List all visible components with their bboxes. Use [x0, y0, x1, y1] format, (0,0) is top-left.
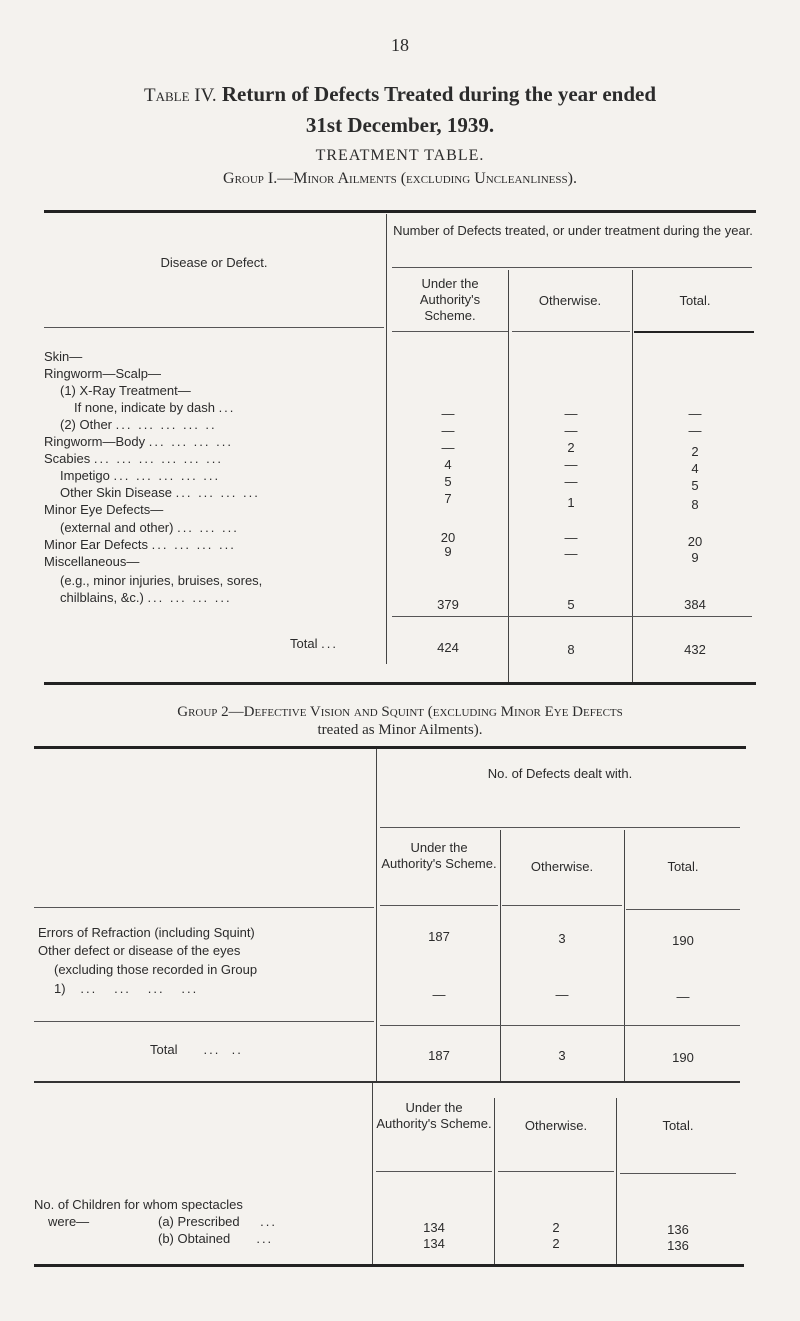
g1-row-external-label: (external and other) [60, 520, 174, 535]
spec-obtained-otherwise: 2 [552, 1236, 560, 1251]
g2-other-scheme: — [432, 987, 446, 1002]
spec-prescribed-scheme: 134 [423, 1220, 445, 1235]
g1-total-otherwise: 8 [567, 642, 575, 657]
g1-row-xray: (1) X-Ray Treatment— [60, 383, 191, 398]
spec-obtained-total: 136 [667, 1238, 689, 1253]
g1-total-total: 432 [684, 642, 706, 657]
group1-col-disease: Disease or Defect. [160, 255, 268, 270]
g2-row-refraction: Errors of Refraction (including Squint) [38, 925, 255, 940]
group2-otherwise-rule [502, 905, 622, 906]
group2-vline-1 [376, 749, 377, 1083]
spec-vline-2 [494, 1098, 495, 1266]
g1-ringworm-body-otherwise: 2 [567, 440, 575, 455]
spec-vline-3 [616, 1098, 617, 1266]
group2-heading-text: Group 2—Defective Vision and Squint (excluding Minor Eye Defects [177, 704, 623, 720]
spec-col-otherwise: Otherwise. [524, 1118, 588, 1133]
group1-top-rule [44, 210, 756, 213]
group1-label-rule [44, 327, 384, 328]
g1-row-ringworm-body: Ringworm—Body ... ... ... ... [44, 434, 233, 449]
g1-misc-total: 384 [684, 597, 706, 612]
group2-scheme-rule [380, 905, 498, 906]
spec-vline-1 [372, 1083, 373, 1266]
g2-other-total: — [676, 989, 690, 1004]
group2-heading-line2: treated as Minor Ailments). [317, 722, 483, 738]
g2-row-other-line3: 1) ... ... ... ... [54, 981, 199, 996]
g1-misc-scheme: 379 [437, 597, 459, 612]
group1-vline-3 [632, 270, 633, 682]
group2-col-scheme: Under the Authority's Scheme. [381, 840, 497, 871]
g1-row-other-skin-label: Other Skin Disease [60, 485, 172, 500]
spec-obtained-row: (b) Obtained ... [158, 1231, 274, 1246]
group2-vline-3 [624, 830, 625, 1083]
group1-vline-1 [386, 214, 387, 664]
title-line2: 31st December, 1939. [305, 113, 495, 137]
g1-ringworm-body-total: 2 [691, 444, 699, 459]
g2-refraction-otherwise: 3 [558, 931, 566, 946]
g1-row-if-none: If none, indicate by dash ... [74, 400, 236, 415]
g1-row-minor-eye: Minor Eye Defects— [44, 502, 164, 517]
g1-if-none-total: — [688, 406, 702, 421]
g1-misc-otherwise: 5 [567, 597, 575, 612]
g1-impetigo-otherwise: — [564, 474, 578, 489]
group1-subtotal-rule [392, 616, 752, 617]
group1-col-span: Number of Defects treated, or under treatment during the year. [393, 223, 753, 238]
g2-total-otherwise: 3 [558, 1048, 566, 1063]
g2-total-total: 190 [672, 1050, 694, 1065]
group1-scheme-rule [392, 331, 508, 332]
group2-col-otherwise: Otherwise. [530, 859, 594, 874]
g1-other-skin-scheme: 7 [444, 491, 452, 506]
spec-prescribed-label: (a) Prescribed [158, 1214, 240, 1229]
g1-other-scheme: — [441, 423, 455, 438]
group1-col-total: Total. [679, 293, 711, 308]
g1-row-scabies: Scabies ... ... ... ... ... ... [44, 451, 223, 466]
g1-row-ringworm-body-label: Ringworm—Body [44, 434, 146, 449]
group1-col-scheme: Under the Authority's Scheme. [419, 276, 481, 323]
g2-total-rule-left [34, 1021, 374, 1022]
spec-otherwise-rule [498, 1171, 614, 1172]
spec-prescribed-row: (a) Prescribed ... [158, 1214, 277, 1229]
g1-row-impetigo: Impetigo ... ... ... ... ... [60, 468, 221, 483]
group1-otherwise-rule [512, 331, 630, 332]
g1-if-none-scheme: — [441, 406, 455, 421]
g1-row-impetigo-label: Impetigo [60, 468, 110, 483]
g1-external-otherwise: — [564, 530, 578, 545]
g1-total-row: Total ... [290, 636, 338, 651]
spec-label-line1: No. of Children for whom spectacles [34, 1197, 243, 1212]
g1-row-other: (2) Other ... ... ... ... .. [60, 417, 217, 432]
g1-scabies-otherwise: — [564, 457, 578, 472]
g1-row-minor-ear: Minor Ear Defects ... ... ... ... [44, 537, 236, 552]
page-number: 18 [391, 35, 409, 55]
g2-refraction-total: 190 [672, 933, 694, 948]
group2-vline-2 [500, 830, 501, 1083]
group1-bottom-rule [44, 682, 756, 685]
g1-other-otherwise: — [564, 423, 578, 438]
spec-obtained-label: (b) Obtained [158, 1231, 231, 1246]
g1-minor-ear-total: 9 [691, 550, 699, 565]
g2-row-other-line1: Other defect or disease of the eyes [38, 943, 241, 958]
g1-minor-ear-scheme: 9 [444, 544, 452, 559]
group2-label-rule [34, 907, 374, 908]
spec-obtained-scheme: 134 [423, 1236, 445, 1251]
g1-other-skin-total: 8 [691, 497, 699, 512]
spec-total-rule [620, 1173, 736, 1174]
g2-total-rule-right [380, 1025, 740, 1026]
g1-row-scabies-label: Scabies [44, 451, 91, 466]
g1-other-total: — [688, 423, 702, 438]
subtitle: TREATMENT TABLE. [315, 147, 485, 164]
g1-if-none-otherwise: — [564, 406, 578, 421]
g1-total-label: Total [290, 636, 318, 651]
spec-label-line2: were— [48, 1214, 90, 1229]
group1-span-rule [392, 267, 752, 268]
group1-vline-2 [508, 270, 509, 682]
g2-total-label: Total [150, 1042, 178, 1057]
g1-total-scheme: 424 [437, 640, 459, 655]
g1-row-minor-ear-label: Minor Ear Defects [44, 537, 149, 552]
g1-ringworm-body-scheme: — [441, 440, 455, 455]
group2-top-rule [34, 746, 746, 749]
g1-row-chilblains: chilblains, &c.) ... ... ... ... [60, 590, 232, 605]
spec-scheme-rule [376, 1171, 492, 1172]
g1-row-other-skin: Other Skin Disease ... ... ... ... [60, 485, 260, 500]
g1-scabies-total: 4 [691, 461, 699, 476]
spec-col-total: Total. [662, 1118, 694, 1133]
title-line1: Return of Defects Treated during the year ended [221, 82, 657, 106]
g1-impetigo-total: 5 [691, 478, 699, 493]
g1-other-skin-otherwise: 1 [567, 495, 575, 510]
g1-row-if-none-label: If none, indicate by dash [74, 400, 215, 415]
g1-row-eg: (e.g., minor injuries, bruises, sores, [60, 573, 263, 588]
g1-row-ringworm-scalp: Ringworm—Scalp— [44, 366, 162, 381]
g1-external-scheme: 20 [440, 530, 456, 545]
page-title [0, 82, 800, 107]
g2-bottom-rule [34, 1081, 740, 1083]
g1-scabies-scheme: 4 [444, 457, 452, 472]
group1-heading: Group I.—Minor Ailments (excluding Uncleanliness). [223, 170, 577, 187]
g2-row-other-line3-label: 1) [54, 981, 66, 996]
g2-refraction-scheme: 187 [428, 929, 450, 944]
g1-minor-ear-otherwise: — [564, 546, 578, 561]
g2-total-scheme: 187 [428, 1048, 450, 1063]
spec-prescribed-otherwise: 2 [552, 1220, 560, 1235]
group1-total-rule [634, 331, 754, 333]
g1-row-chilblains-label: chilblains, &c.) [60, 590, 144, 605]
g1-external-total: 20 [687, 534, 703, 549]
g1-row-external: (external and other) ... ... ... [60, 520, 239, 535]
g1-row-skin: Skin— [44, 349, 83, 364]
group1-col-otherwise: Otherwise. [538, 293, 602, 308]
group2-heading-line1 [0, 704, 800, 721]
spec-col-scheme: Under the Authority's Scheme. [376, 1100, 492, 1131]
g1-row-misc: Miscellaneous— [44, 554, 140, 569]
spec-bottom-rule [34, 1264, 744, 1267]
g2-row-other-line2: (excluding those recorded in Group [54, 962, 258, 977]
g1-impetigo-scheme: 5 [444, 474, 452, 489]
group2-col-total: Total. [667, 859, 699, 874]
table-label: Table IV. [143, 85, 217, 106]
g2-other-otherwise: — [555, 987, 569, 1002]
g2-total-row: Total ... .. [150, 1042, 243, 1057]
group2-span-rule [380, 827, 740, 828]
group2-total-rule [626, 909, 740, 910]
g1-row-other-label: (2) Other [60, 417, 113, 432]
spec-prescribed-total: 136 [667, 1222, 689, 1237]
group2-col-span: No. of Defects dealt with. [487, 766, 633, 781]
